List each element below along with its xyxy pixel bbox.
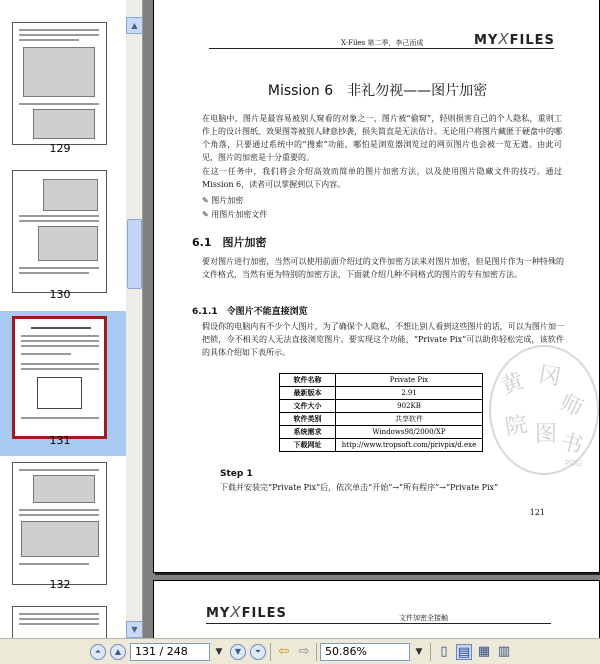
thumbnail-page-number: 131 bbox=[49, 434, 71, 447]
header-rule bbox=[206, 623, 551, 624]
subsection-title: 6.1.1 令图片不能直接浏览 bbox=[192, 307, 308, 317]
step-text: 下载并安装完“Private Pix”后，依次单击“开始”→“所有程序”→“Private Pix” bbox=[220, 483, 499, 492]
document-viewer[interactable] bbox=[143, 0, 600, 638]
scrollbar-thumb[interactable] bbox=[127, 219, 142, 289]
navigation-toolbar bbox=[0, 638, 600, 664]
table-row: 系统需求 Windows98/2000/XP bbox=[280, 426, 483, 439]
table-row: 最新版本 2.91 bbox=[280, 387, 483, 400]
back-arrow-icon[interactable]: ⇦ bbox=[278, 644, 290, 659]
thumbnail-item-132[interactable] bbox=[0, 458, 126, 598]
section-paragraph: 要对图片进行加密，当然可以使用前面介绍过的文件加密方法来对图片加密，但是图片作为一种特殊的文件格式，当然有更为特别的加密方法，下面就介绍几种不同格式的图片的专有加密方法。 bbox=[202, 257, 564, 279]
sidebar-scrollbar[interactable] bbox=[126, 0, 143, 638]
thumbnail-page-number: 130 bbox=[49, 288, 71, 301]
running-header: 文件加密全接触 bbox=[399, 614, 448, 622]
toolbar-separator bbox=[430, 643, 431, 661]
table-row: 下载网址 http://www.tropsoft.com/privpix/d.exe bbox=[280, 439, 483, 452]
thumbnail-page-number: 129 bbox=[49, 142, 71, 155]
next-document-page bbox=[153, 580, 600, 638]
zoom-input[interactable]: 50.86% bbox=[320, 643, 410, 661]
thumbnail-item-131[interactable] bbox=[0, 311, 126, 456]
facing-pages-icon[interactable]: ▦ bbox=[477, 644, 491, 659]
chevron-down-icon[interactable]: ▼ bbox=[415, 647, 423, 657]
continuous-view-icon[interactable]: ▤ bbox=[457, 645, 471, 660]
thumbnail-page-number: 132 bbox=[49, 578, 71, 591]
task-paragraph: 在这一任务中，我们将会介绍高效而简单的图片加密方法，以及使用图片隐藏文件的技巧。通过 Mission 6，读者可以掌握到以下内容。 bbox=[202, 167, 562, 189]
page-thumbnail[interactable] bbox=[12, 170, 107, 293]
table-row: 文件大小 902KB bbox=[280, 400, 483, 413]
page-thumbnail[interactable] bbox=[12, 606, 107, 638]
thumbnail-item-129[interactable] bbox=[0, 18, 126, 158]
page-thumbnail[interactable] bbox=[12, 462, 107, 585]
header-rule bbox=[209, 48, 554, 49]
page-number-input[interactable]: 131 / 248 bbox=[130, 643, 210, 661]
next-page-icon[interactable]: ▼ bbox=[230, 644, 246, 660]
bullet-item: ✎ 图片加密 bbox=[202, 196, 244, 205]
page-thumbnail[interactable] bbox=[12, 22, 107, 145]
thumbnail-item-130[interactable] bbox=[0, 164, 126, 309]
single-page-view-icon[interactable]: ▯ bbox=[440, 644, 448, 659]
intro-paragraph: 在电脑中，图片是最容易被别人窥看的对象之一，图片被“偷窥”，轻则损害自己的个人隐私，重则工作上的设计图纸、效果图等被别人肆意抄袭，损失简直是无法估计。无论用户将图片藏匿于硬盘中的哪个角落，只要通过系统中的“搜索”功能，哪怕是浏览器浏览过的网页图片也会被一览无遗。由此可见，图片的加密是十分重要的。 bbox=[202, 114, 562, 162]
prev-page-icon[interactable]: ▲ bbox=[110, 644, 126, 660]
running-header: X-Files 第二季，李己而成 bbox=[341, 39, 424, 47]
mission-title: Mission 6 非礼勿视——图片加密 bbox=[267, 83, 488, 99]
page-number: 121 bbox=[529, 508, 545, 517]
first-page-icon[interactable]: ⏶ bbox=[90, 644, 106, 660]
scroll-up-icon[interactable]: ▲ bbox=[126, 17, 143, 34]
software-info-table bbox=[279, 373, 483, 452]
table-row: 软件名称 Private Pix bbox=[280, 374, 483, 387]
library-stamp-watermark: 黄 冈 师 院 图 书 PDG bbox=[489, 345, 599, 475]
bullet-item: ✎ 用图片加密文件 bbox=[202, 210, 268, 219]
document-page bbox=[153, 0, 600, 573]
thumbnail-sidebar bbox=[0, 0, 143, 638]
continuous-facing-icon[interactable]: ▥ bbox=[497, 644, 511, 659]
myxfiles-logo: MYXFILES bbox=[474, 30, 555, 48]
last-page-icon[interactable]: ⏷ bbox=[250, 644, 266, 660]
toolbar-separator bbox=[316, 643, 317, 661]
chevron-down-icon[interactable]: ▼ bbox=[215, 647, 223, 657]
scroll-down-icon[interactable]: ▼ bbox=[126, 621, 143, 638]
thumbnail-item-partial[interactable] bbox=[0, 600, 126, 638]
table-row: 软件类别 共享软件 bbox=[280, 413, 483, 426]
step-title: Step 1 bbox=[220, 469, 253, 479]
myxfiles-logo: MYXFILES bbox=[206, 603, 287, 621]
page-thumbnail-selected[interactable] bbox=[12, 316, 107, 439]
section-title: 6.1 图片加密 bbox=[192, 236, 267, 249]
subsection-paragraph: 假设你的电脑内有不少个人图片，为了确保个人隐私，不想让别人看到这些图片的话，可以为图片加一把锁，令不相关的人无法直接浏览图片。要实现这个功能，“Private Pix”可以助你轻松完成，该软件的具体介绍如下表所示。 bbox=[202, 322, 564, 357]
forward-arrow-icon[interactable]: ⇨ bbox=[298, 644, 310, 659]
toolbar-separator bbox=[270, 643, 271, 661]
